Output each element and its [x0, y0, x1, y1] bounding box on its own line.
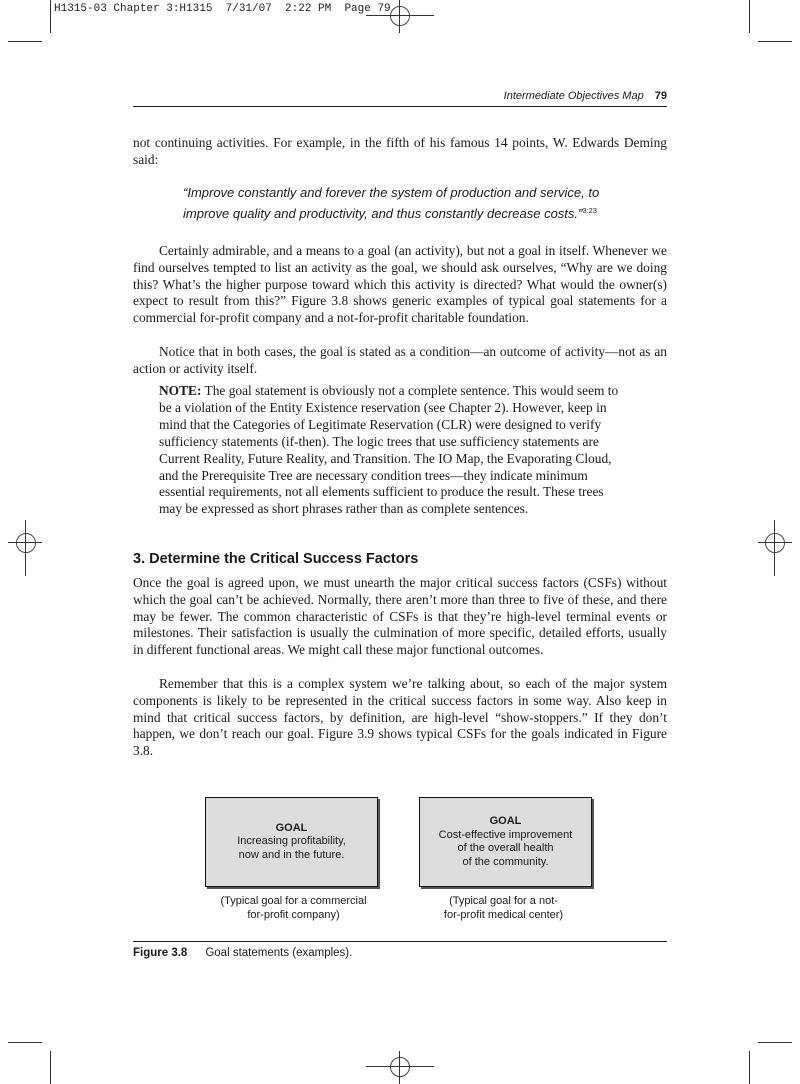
- figure-label: Figure 3.8: [133, 947, 188, 959]
- goal-box-title: GOAL: [489, 815, 522, 827]
- caption-line: (Typical goal for a not-: [449, 895, 558, 907]
- caption-line: (Typical goal for a commercial: [220, 895, 367, 907]
- paragraph-csf: Once the goal is agreed upon, we must unearth the major critical success factors (CSFs) without which the goal can’t be achieved. Normally, there aren’t more than three to five of these, and there may be fewer. The common characteristic of CSFs is that they’re high-level terminal events or milestones. Their satisfaction is usually the culmination of more specific, detailed efforts, usually in different functional areas. We might call these major functional outcomes.: [133, 575, 667, 658]
- paragraph-complex-system: Remember that this is a complex system we’re talking about, so each of the major system components is likely to be represented in the critical success factors in some way. Also keep in mind that critical success factors, by definition, are high-level “show-stoppers.” If they don’t happen, we don’t reach our goal. Figure 3.9 shows typical CSFs for the goals indicated in Figure 3.8.: [133, 676, 667, 759]
- paragraph-condition: Notice that in both cases, the goal is stated as a condition—an outcome of activity—not as an action or activity itself.: [133, 344, 667, 376]
- figure-caption: [133, 947, 352, 959]
- goal-box-commercial: [205, 797, 378, 887]
- quote-reference: 3:23: [582, 205, 597, 215]
- caption-line: for-profit company): [247, 909, 340, 921]
- goal-box-line: Increasing profitability,: [237, 835, 346, 848]
- note-text: The goal statement is obviously not a complete sentence. This would seem to be a violation of the Entity Existence reservation (see Chapter 2). However, keep in mind that the Categories of Legitimate Reservation (CLR) were designed to verify sufficiency statements (if-then). The logic trees that use sufficiency statements are Current Reality, Future Reality, and Transition. The IO Map, the Evaporating Cloud, and the Prerequisite Tree are necessary condition trees—they indicate minimum essential requirements, not all elements sufficient to produce the result. These trees may be expressed as short phrases rather than as complete sentences.: [159, 383, 619, 517]
- figure-rule: [133, 941, 667, 942]
- goal-box-line: of the overall health: [457, 842, 554, 854]
- quote-text: “Improve constantly and forever the system of production and service, to improve quality and productivity, and thus constantly decrease costs.”: [183, 185, 600, 221]
- figure-caption-text: Goal statements (examples).: [205, 947, 353, 959]
- paragraph-intro: not continuing activities. For example, in the fifth of his famous 14 points, W. Edwards Deming said:: [133, 135, 667, 167]
- goal-box-line: of the community.: [462, 855, 549, 868]
- note-block: [159, 383, 629, 518]
- paragraph-goal-activity: Certainly admirable, and a means to a goal (an activity), but not a goal in itself. Whenever we find ourselves tempted to list an activity as the goal, we should ask ourselves, “Why are we doing this? What’s the higher purpose toward which this activity is directed? What would the owner(s) expect to result from this?” Figure 3.8 shows generic examples of typical goal statements for a commercial for-profit company and a not-for-profit charitable foundation.: [133, 243, 667, 326]
- goal-box-line: now and in the future.: [238, 848, 345, 861]
- running-header-title: Intermediate Objectives Map: [503, 90, 644, 102]
- note-label: NOTE:: [159, 383, 202, 398]
- goal-caption-commercial: [196, 894, 391, 922]
- running-header: [133, 90, 667, 107]
- goal-box-title: GOAL: [275, 821, 308, 834]
- goal-box-line: Cost-effective improvement: [438, 828, 573, 841]
- caption-line: for-profit medical center): [443, 909, 564, 921]
- goal-caption-nonprofit: [405, 894, 602, 922]
- page-number: 79: [654, 90, 667, 102]
- deming-quote: [183, 184, 613, 222]
- section-heading: 3. Determine the Critical Success Factors: [133, 551, 419, 567]
- goal-box-nonprofit: [419, 797, 592, 887]
- print-slug: H1315-03 Chapter 3:H1315 7/31/07 2:22 PM Page 79: [54, 3, 391, 15]
